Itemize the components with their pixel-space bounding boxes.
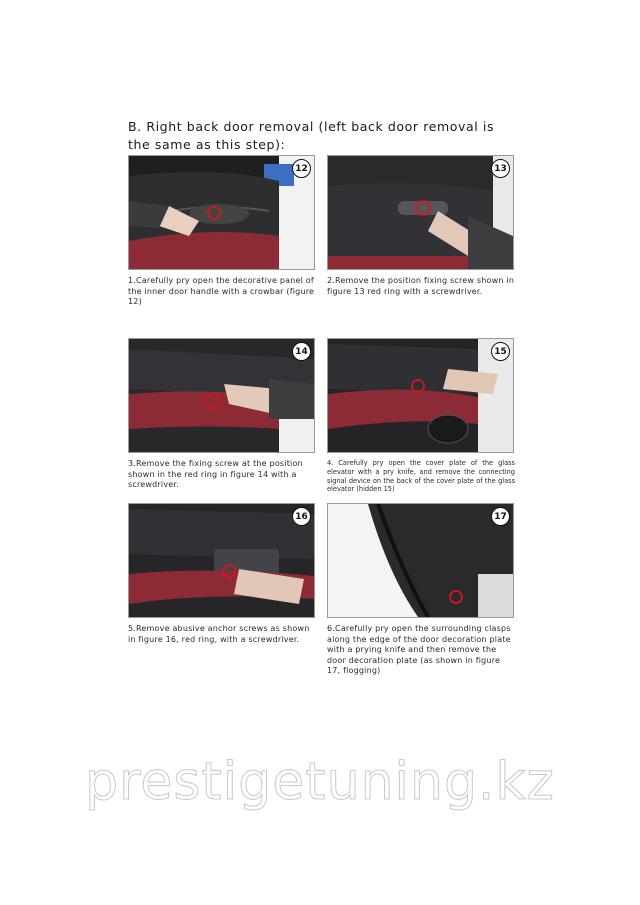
figure-13-badge: 13 — [491, 159, 510, 178]
figure-12-badge: 12 — [292, 159, 311, 178]
figure-16-badge: 16 — [292, 507, 311, 526]
page-heading: B. Right back door removal (left back door removal is the same as this step): — [128, 119, 495, 152]
figure-17-badge: 17 — [491, 507, 510, 526]
figure-15-photo — [327, 338, 514, 453]
figure-17-photo — [327, 503, 514, 618]
step-4-caption: 4. Carefully pry open the cover plate of the glass elevator with a pry knife, and remove the connecting signal device on the back of the cover plate of the glass elevator (hidden 15) — [327, 459, 515, 494]
step-5-caption: 5.Remove abusive anchor screws as shown in figure 16, red ring, with a screwdriver. — [128, 624, 310, 644]
step-3-caption: 3.Remove the fixing screw at the position shown in the red ring in figure 14 with a screwdriver. — [128, 459, 303, 489]
step-6-caption: 6.Carefully pry open the surrounding clasps along the edge of the door decoration plate with a prying knife and then remove the door decoration plate (as shown in figure 17, flogging) — [327, 624, 511, 675]
figure-13-photo — [327, 155, 514, 270]
figure-12-photo — [128, 155, 315, 270]
step-1-caption: 1.Carefully pry open the decorative panel of the inner door handle with a crowbar (figure 12) — [128, 276, 315, 306]
figure-14-photo — [128, 338, 315, 453]
figure-15-badge: 15 — [491, 342, 510, 361]
figure-14-badge: 14 — [292, 342, 311, 361]
step-2-caption: 2.Remove the position fixing screw shown in figure 13 red ring with a screwdriver. — [327, 276, 515, 296]
figure-16-photo — [128, 503, 315, 618]
watermark-text: prestigetuning.kz — [85, 752, 555, 812]
